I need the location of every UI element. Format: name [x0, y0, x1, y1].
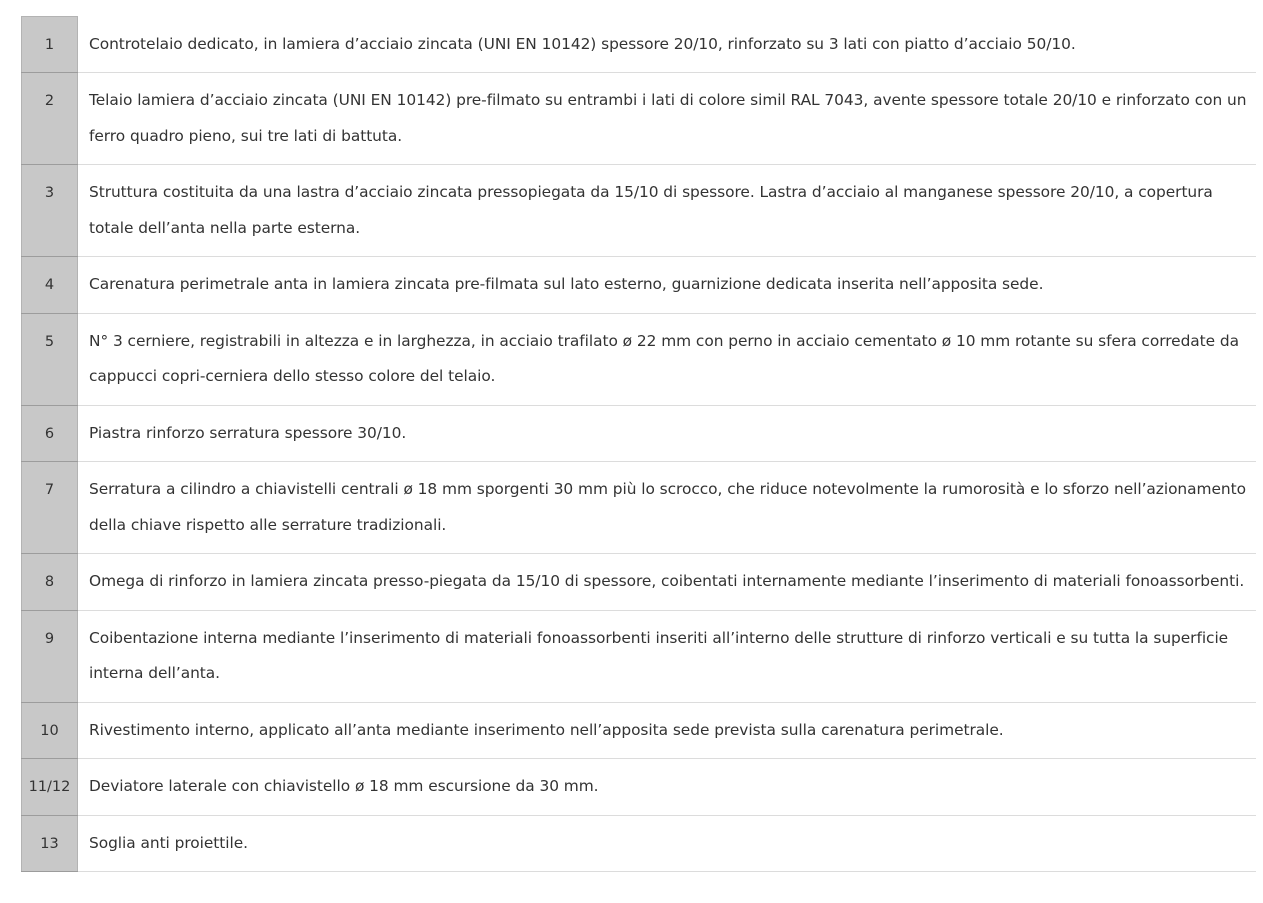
- table-row: [22, 165, 1257, 257]
- row-description: Deviatore laterale con chiavistello ø 18 mm escursione da 30 mm.: [78, 759, 1257, 816]
- row-number: 4: [22, 257, 78, 314]
- row-number: 8: [22, 554, 78, 611]
- row-number: 9: [22, 610, 78, 702]
- table-row: [22, 313, 1257, 405]
- table-row: [22, 554, 1257, 611]
- row-description: Coibentazione interna mediante l’inserimento di materiali fonoassorbenti inseriti all’interno delle strutture di rinforzo verticali e su tutta la superficie interna dell’anta.: [78, 610, 1257, 702]
- row-number: 10: [22, 702, 78, 759]
- row-description: Carenatura perimetrale anta in lamiera zincata pre-filmata sul lato esterno, guarnizione dedicata inserita nell’apposita sede.: [78, 257, 1257, 314]
- table-row: [22, 17, 1257, 73]
- row-number: 6: [22, 405, 78, 462]
- table-row: [22, 462, 1257, 554]
- row-description: Controtelaio dedicato, in lamiera d’acciaio zincata (UNI EN 10142) spessore 20/10, rinforzato su 3 lati con piatto d’acciaio 50/10.: [78, 17, 1257, 73]
- row-description: Telaio lamiera d’acciaio zincata (UNI EN 10142) pre-filmato su entrambi i lati di colore simil RAL 7043, avente spessore totale 20/10 e rinforzato con un ferro quadro pieno, sui tre lati di battuta.: [78, 73, 1257, 165]
- row-description: Struttura costituita da una lastra d’acciaio zincata pressopiegata da 15/10 di spessore. Lastra d’acciaio al manganese spessore 20/10, a copertura totale dell’anta nella parte esterna.: [78, 165, 1257, 257]
- row-number: 5: [22, 313, 78, 405]
- row-number: 3: [22, 165, 78, 257]
- row-number: 13: [22, 815, 78, 872]
- table-row: [22, 759, 1257, 816]
- row-description: N° 3 cerniere, registrabili in altezza e in larghezza, in acciaio trafilato ø 22 mm con perno in acciaio cementato ø 10 mm rotante su sfera corredate da cappucci copri-cerniera dello stesso colore del telaio.: [78, 313, 1257, 405]
- spec-table: [21, 16, 1256, 872]
- row-description: Rivestimento interno, applicato all’anta mediante inserimento nell’apposita sede prevista sulla carenatura perimetrale.: [78, 702, 1257, 759]
- row-number: 11/12: [22, 759, 78, 816]
- table-row: [22, 815, 1257, 872]
- table-row: [22, 702, 1257, 759]
- row-description: Serratura a cilindro a chiavistelli centrali ø 18 mm sporgenti 30 mm più lo scrocco, che riduce notevolmente la rumorosità e lo sforzo nell’azionamento della chiave rispetto alle serrature tradizionali.: [78, 462, 1257, 554]
- table-row: [22, 405, 1257, 462]
- row-description: Piastra rinforzo serratura spessore 30/10.: [78, 405, 1257, 462]
- row-description: Soglia anti proiettile.: [78, 815, 1257, 872]
- row-description: Omega di rinforzo in lamiera zincata presso-piegata da 15/10 di spessore, coibentati internamente mediante l’inserimento di materiali fonoassorbenti.: [78, 554, 1257, 611]
- row-number: 7: [22, 462, 78, 554]
- table-row: [22, 610, 1257, 702]
- row-number: 2: [22, 73, 78, 165]
- table-row: [22, 257, 1257, 314]
- row-number: 1: [22, 17, 78, 73]
- table-row: [22, 73, 1257, 165]
